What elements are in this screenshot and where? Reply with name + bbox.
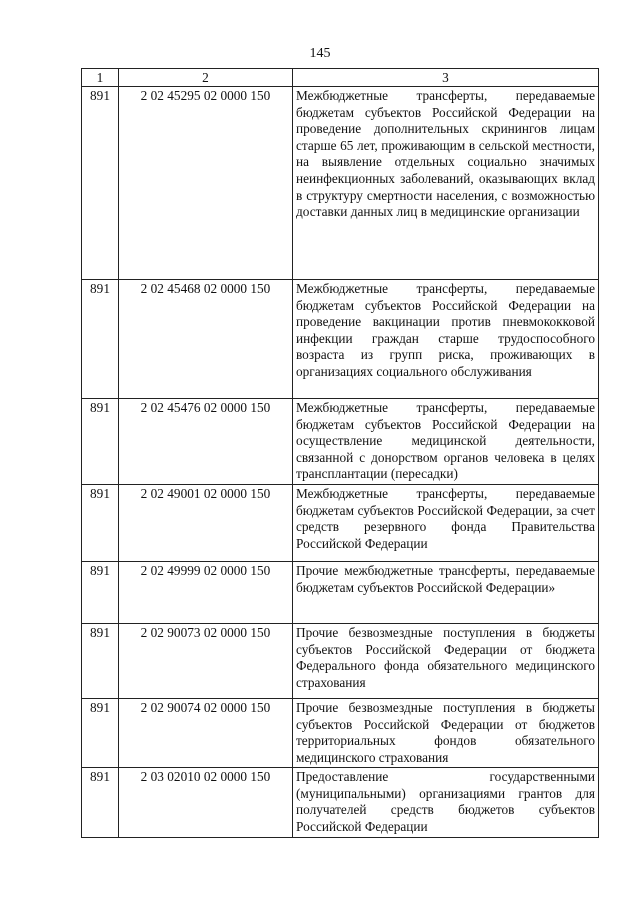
table-row: [82, 87, 599, 280]
table-row: [82, 399, 599, 485]
table-row: [82, 562, 599, 624]
description-cell: Прочие безвозмездные поступления в бюджеты субъектов Российской Федерации от бюджетов территориальных фондов обязательного медицинского страхования: [293, 699, 599, 768]
table-row: [82, 485, 599, 562]
column-header-2: 2: [119, 69, 293, 87]
admin-code-cell: 891: [82, 699, 119, 768]
kbk-code-cell: 2 03 02010 02 0000 150: [119, 768, 293, 838]
admin-code-cell: 891: [82, 562, 119, 624]
table-row: [82, 768, 599, 838]
description-cell: Межбюджетные трансферты, передаваемые бюджетам субъектов Российской Федерации на проведение дополнительных скринингов лицам старше 65 лет, проживающим в сельской местности, на выявление отдельных социально значимых неинфекционных заболеваний, оказывающих вклад в структуру смертности населения, с возможностью доставки данных лиц в медицинские организации: [293, 87, 599, 280]
description-cell: Межбюджетные трансферты, передаваемые бюджетам субъектов Российской Федерации, за счет средств резервного фонда Правительства Российской Федерации: [293, 485, 599, 562]
description-cell: Прочие межбюджетные трансферты, передаваемые бюджетам субъектов Российской Федерации»: [293, 562, 599, 624]
admin-code-cell: 891: [82, 485, 119, 562]
admin-code-cell: 891: [82, 768, 119, 838]
kbk-code-cell: 2 02 49001 02 0000 150: [119, 485, 293, 562]
description-cell: Прочие безвозмездные поступления в бюджеты субъектов Российской Федерации от бюджета Федерального фонда обязательного медицинского страхования: [293, 624, 599, 699]
kbk-code-cell: 2 02 49999 02 0000 150: [119, 562, 293, 624]
admin-code-cell: 891: [82, 624, 119, 699]
description-cell: Межбюджетные трансферты, передаваемые бюджетам субъектов Российской Федерации на проведение вакцинации против пневмококковой инфекции граждан старше трудоспособного возраста из групп риска, проживающих в организациях социального обслуживания: [293, 280, 599, 399]
admin-code-cell: 891: [82, 399, 119, 485]
revenue-codes-table: [81, 68, 599, 838]
kbk-code-cell: 2 02 45468 02 0000 150: [119, 280, 293, 399]
admin-code-cell: 891: [82, 87, 119, 280]
description-cell: Предоставление государственными (муниципальными) организациями грантов для получателей средств бюджетов субъектов Российской Федерации: [293, 768, 599, 838]
kbk-code-cell: 2 02 45295 02 0000 150: [119, 87, 293, 280]
column-header-3: 3: [293, 69, 599, 87]
description-cell: Межбюджетные трансферты, передаваемые бюджетам субъектов Российской Федерации на осуществление медицинской деятельности, связанной с донорством органов человека в целях трансплантации (пересадки): [293, 399, 599, 485]
table-header-row: [82, 69, 599, 87]
page-number: 145: [309, 46, 331, 61]
table-row: [82, 624, 599, 699]
column-header-1: 1: [82, 69, 119, 87]
kbk-code-cell: 2 02 90073 02 0000 150: [119, 624, 293, 699]
table-row: [82, 280, 599, 399]
kbk-code-cell: 2 02 90074 02 0000 150: [119, 699, 293, 768]
admin-code-cell: 891: [82, 280, 119, 399]
kbk-code-cell: 2 02 45476 02 0000 150: [119, 399, 293, 485]
table-row: [82, 699, 599, 768]
